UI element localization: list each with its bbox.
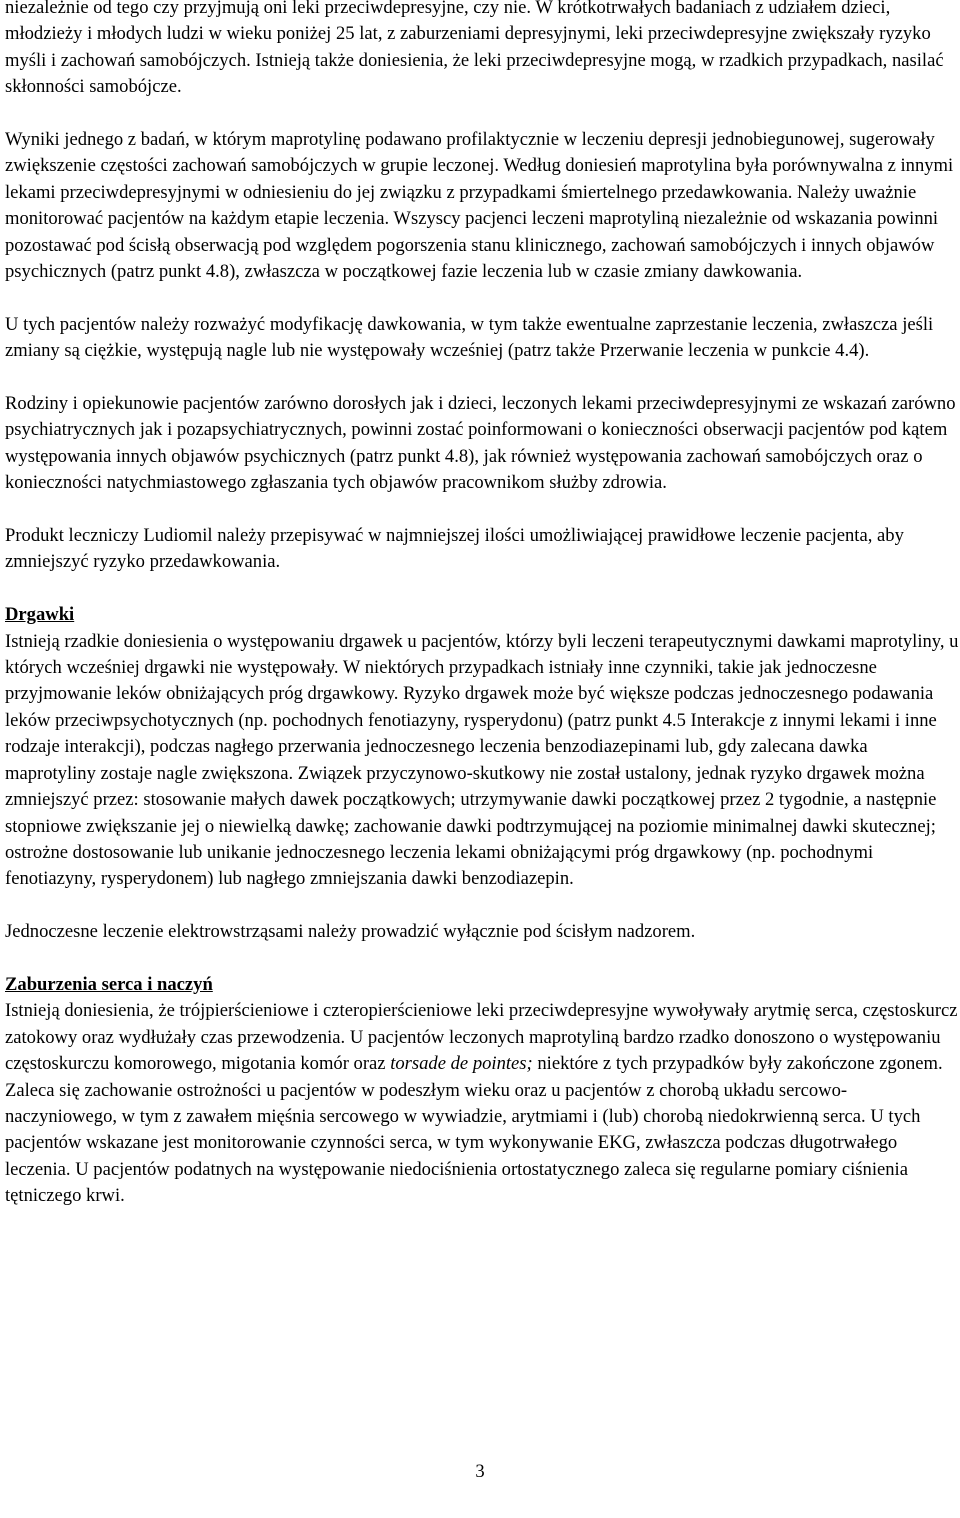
page-number: 3 [475,1461,485,1482]
intro-paragraph: niezależnie od tego czy przyjmują oni leki przeciwdepresyjne, czy nie. W krótkotrwałych badaniach z udziałem dzieci, młodzieży i młodych ludzi w wieku poniżej 25 lat, z zaburzeniami depresyjnymi, leki przeciwdepresyjne zwiększały ryzyko myśli i zachowań samobójczych. Istnieją także doniesienia, że leki przeciwdepresyjne mogą, w rzadkich przypadkach, nasilać skłonności samobójcze. [5,0,944,98]
cardio-paragraph [5,998,959,1209]
cardio-text-part-2: niektóre z tych przypadków były zakończone zgonem. Zaleca się zachowanie ostrożności u pacjentów w podeszłym wieku oraz u pacjentów z chorobą układu sercowo-naczyniowego, w tym z zawałem mięśnia sercowego w wywiadzie, arytmiami i (lub) chorobą niedokrwienną serca. U tych pacjentów wskazane jest monitorowanie czynności serca, w tym wykonywanie EKG, zwłaszcza podczas długotrwałego leczenia. U pacjentów podatnych na występowanie niedociśnienia ortostatycznego zaleca się regularne pomiary ciśnienia tętniczego krwi. [5,1053,943,1207]
cardio-text-part-1: Istnieją doniesienia, że trójpierścieniowe i czteropierścieniowe leki przeciwdepresyjne wywoływały arytmię serca, częstoskurcz zatokowy oraz wydłużały czas przewodzenia. U pacjentów leczonych maprotyliną bardzo rzadko donoszono o występowaniu częstoskurczu komorowego, migotania komór oraz [5,1000,958,1075]
maprotyline-prophylaxis-paragraph: Wyniki jednego z badań, w którym maprotylinę podawano profilaktycznie w leczeniu depresji jednobiegunowej, sugerowały zwiększenie częstości zachowań samobójczych w grupie leczonej. Według doniesień maprotylina była porównywalna z innymi lekami przeciwdepresyjnymi w odniesieniu do jej związku z przypadkami śmiertelnego przedawkowania. Należy uważnie monitorować pacjentów na każdym etapie leczenia. Wszyscy pacjenci leczeni maprotyliną niezależnie od wskazania powinni pozostawać pod ścisłą obserwacją pod względem pogorszenia stanu klinicznego, zachowań samobójczych i innych objawów psychicznych (patrz punkt 4.8), zwłaszcza w początkowej fazie leczenia lub w czasie zmiany dawkowania. [5,129,954,283]
dose-modification-paragraph: U tych pacjentów należy rozważyć modyfikację dawkowania, w tym także ewentualne zaprzestanie leczenia, zwłaszcza jeśli zmiany są ciężkie, występują nagle lub nie występowały wcześniej (patrz także Przerwanie leczenia w punkcie 4.4). [5,313,934,362]
ect-paragraph: Jednoczesne leczenie elektrowstrząsami należy prowadzić wyłącznie pod ścisłym nadzorem. [5,921,696,943]
cardio-heading: Zaburzenia serca i naczyń [5,973,213,995]
cardio-italic-term: torsade de pointes; [390,1053,533,1075]
families-caregivers-paragraph: Rodziny i opiekunowie pacjentów zarówno dorosłych jak i dzieci, leczonych lekami przeciwdepresyjnymi ze wskazań zarówno psychiatrycznych jak i pozapsychiatrycznych, powinni zostać poinformowani o konieczności obserwacji pacjentów pod kątem występowania innych objawów psychicznych (patrz punkt 4.8), jak również występowania zachowań samobójczych oraz o konieczności natychmiastowego zgłaszania tych objawów pracownikom służby zdrowia. [5,393,956,494]
prescription-paragraph: Produkt leczniczy Ludiomil należy przepisywać w najmniejszej ilości umożliwiającej prawidłowe leczenie pacjenta, aby zmniejszyć ryzyko przedawkowania. [5,525,904,573]
seizures-heading: Drgawki [5,604,75,626]
seizures-paragraph: Istnieją rzadkie doniesienia o występowaniu drgawek u pacjentów, którzy byli leczeni terapeutycznymi dawkami maprotyliny, u których wcześniej drgawki nie występowały. W niektórych przypadkach istniały inne czynniki, takie jak jednoczesne przyjmowanie leków obniżających próg drgawkowy. Ryzyko drgawek może być większe podczas jednoczesnego podawania leków przeciwpsychotycznych (np. pochodnych fenotiazyny, rysperydonu) (patrz punkt 4.5 Interakcje z innymi lekami i inne rodzaje interakcji), podczas nagłego przerwania jednoczesnego leczenia benzodiazepinami lub, gdy zalecana dawka maprotyliny zostaje nagle zwiększona. Związek przyczynowo-skutkowy nie został ustalony, jednak ryzyko drgawek można zmniejszyć przez: stosowanie małych dawek początkowych; utrzymywanie dawki początkowej przez 2 tygodnie, a następnie stopniowe zwiększanie jej o niewielką dawkę; zachowanie dawki podtrzymującej na poziomie minimalnej dawki skutecznej; ostrożne dostosowanie lub unikanie jednoczesnego leczenia lekami obniżającymi próg drgawkowy (np. pochodnymi fenotiazyny, rysperydonem) lub nagłego zmniejszania dawki benzodiazepin. [5,630,959,890]
document-body [5,0,959,1210]
